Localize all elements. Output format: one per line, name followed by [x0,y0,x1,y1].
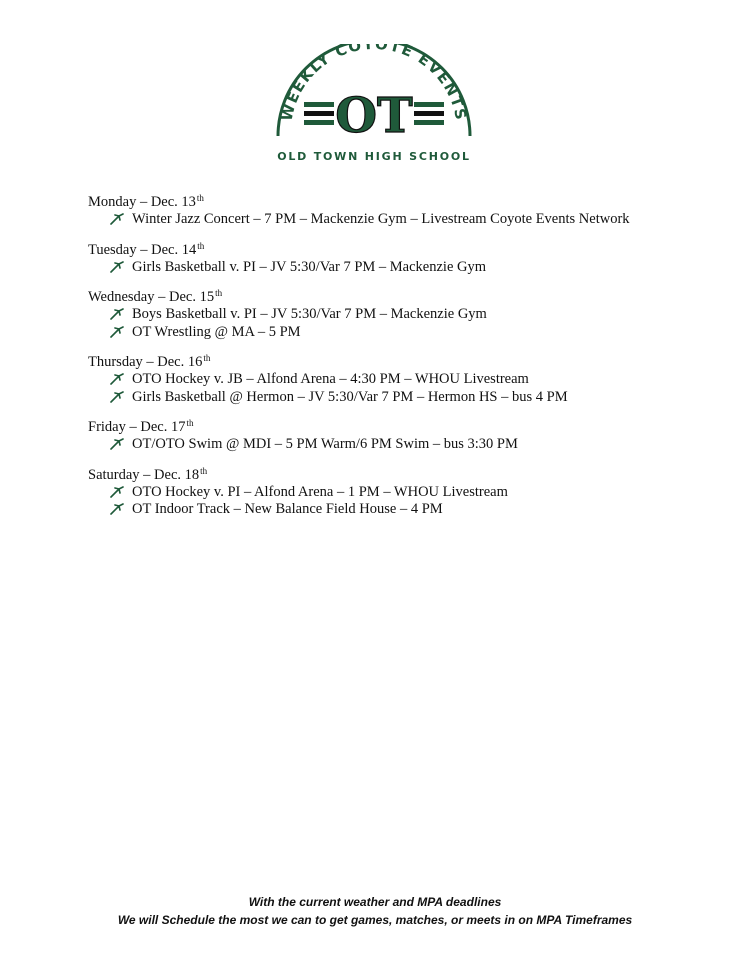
day-label: Friday – Dec. 17 [88,419,186,435]
event-text: OT/OTO Swim @ MDI – 5 PM Warm/6 PM Swim – bus 3:30 PM [132,436,518,452]
day-label: Saturday – Dec. 18 [88,466,200,483]
event-list [88,436,688,454]
event-item [88,259,688,277]
event-list [88,484,688,519]
event-text: OTO Hockey v. PI – Alfond Arena – 1 PM – WHOU Livestream [132,483,508,500]
day-label: Monday – Dec. 13 [88,194,196,210]
event-list [88,211,688,229]
day-block [88,241,688,277]
day-label: Wednesday – Dec. 15 [88,289,215,305]
arrow-bullet-icon [110,503,124,515]
day-ordinal: th [215,288,223,298]
day-ordinal: th [203,353,211,363]
school-logo [274,44,474,166]
event-item [88,389,688,407]
day-heading [88,418,688,436]
event-list [88,371,688,406]
event-item [88,306,688,324]
event-item [88,501,688,519]
event-item [88,371,688,389]
logo-arc-text: WEEKLY COYOTE EVENTS [277,44,471,123]
day-heading [88,353,688,371]
event-item [88,211,688,229]
event-text: OTO Hockey v. JB – Alfond Arena – 4:30 PM – WHOU Livestream [132,371,529,387]
footer-line-1: With the current weather and MPA deadlines [248,895,502,909]
event-item [88,324,688,342]
event-item [88,436,688,454]
arrow-bullet-icon [110,308,124,320]
day-block [88,353,688,406]
arrow-bullet-icon [110,486,124,498]
arrow-bullet-icon [110,391,124,403]
event-text: OT Indoor Track – New Balance Field House – 4 PM [132,501,443,517]
event-text: Boys Basketball v. PI – JV 5:30/Var 7 PM – Mackenzie Gym [132,306,487,322]
day-block [88,418,688,454]
arrow-bullet-icon [110,438,124,450]
event-text: OT Wrestling @ MA – 5 PM [132,323,301,340]
day-heading [88,288,688,306]
event-text: Girls Basketball @ Hermon – JV 5:30/Var 7 PM – Hermon HS – bus 4 PM [132,388,568,405]
day-heading [88,466,688,484]
logo-monogram: OT [335,88,413,144]
footer-line-2: We will Schedule the most we can to get games, matches, or meets in on MPA Timeframes [117,913,633,927]
logo-school-name: OLD TOWN HIGH SCHOOL [277,150,471,163]
day-block [88,193,688,229]
event-text: Winter Jazz Concert – 7 PM – Mackenzie Gym – Livestream Coyote Events Network [132,211,630,227]
day-block [88,288,688,341]
events-list [88,193,688,531]
day-ordinal: th [200,465,208,476]
day-ordinal: th [197,240,205,251]
event-list [88,306,688,341]
event-item [88,484,688,502]
day-ordinal: th [186,418,194,428]
day-label: Thursday – Dec. 16 [88,354,203,370]
coyote-events-logo [274,44,474,166]
arrow-bullet-icon [110,261,124,273]
event-text: Girls Basketball v. PI – JV 5:30/Var 7 PM – Mackenzie Gym [132,258,487,275]
day-label: Tuesday – Dec. 14 [88,241,197,258]
footer-note [0,893,750,929]
day-heading [88,193,688,211]
arrow-bullet-icon [110,373,124,385]
arrow-bullet-icon [110,326,124,338]
day-block [88,466,688,519]
arrow-bullet-icon [110,213,124,225]
day-ordinal: th [196,193,204,203]
day-heading [88,241,688,259]
event-list [88,259,688,277]
